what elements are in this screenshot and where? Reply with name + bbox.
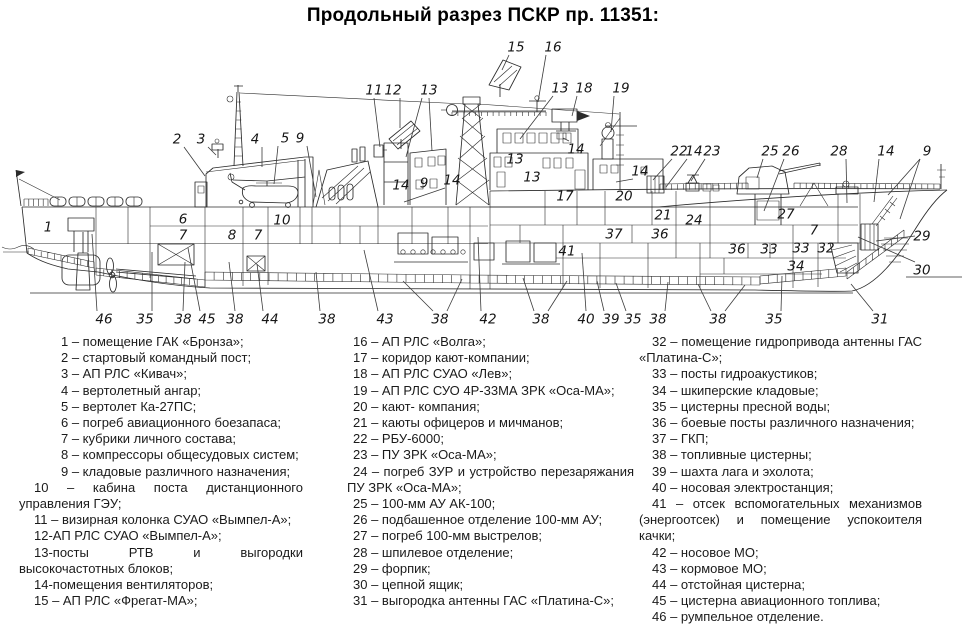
ship-diagram [0, 40, 966, 332]
callout-11: 11 [365, 82, 383, 99]
legend-item: 6 – погреб авиационного боезапаса; [61, 415, 281, 431]
ship-drawing [0, 40, 966, 332]
callout-leader [691, 159, 705, 181]
callout-leader [858, 237, 915, 262]
legend-column-1 [19, 334, 303, 609]
callout-38: 38 [431, 311, 449, 328]
legend-column-2 [347, 334, 634, 609]
callout-leader [274, 146, 278, 184]
callout-22: 22 [670, 143, 688, 160]
callout-13: 13 [551, 80, 569, 97]
callout-1: 1 [43, 219, 53, 236]
callout-36: 36 [728, 241, 746, 258]
callout-leader [523, 278, 534, 311]
callout-41: 41 [558, 243, 576, 260]
callout-leader [183, 262, 185, 311]
legend-item: 15 – АП РЛС «Фрегат-МА»; [34, 593, 198, 609]
legend-item: 26 – подбашенное отделение 100-мм АУ; [353, 512, 603, 528]
callout-3: 3 [196, 131, 206, 148]
callout-38: 38 [649, 311, 667, 328]
deck-railings [24, 112, 940, 206]
legend-item: 28 – шпилевое отделение; [353, 544, 514, 560]
callout-leader [888, 159, 920, 195]
callout-28: 28 [830, 143, 848, 160]
callout-leader [316, 272, 320, 311]
callout-39: 39 [602, 311, 620, 328]
callout-leader [538, 55, 546, 102]
callout-leader [781, 276, 782, 311]
legend-item: 22 – РБУ-6000; [353, 431, 444, 447]
legend-item: 2 – стартовый командный пост; [61, 350, 252, 366]
callout-24: 24 [685, 212, 703, 229]
callout-leader [374, 98, 380, 147]
vympel-director-tower [374, 121, 446, 205]
callout-19: 19 [612, 80, 630, 97]
legend-item: 24 – погреб ЗУР и устройство перезаряжания ПУ ЗРК «Оса-МА»; [347, 463, 634, 495]
callout-44: 44 [261, 311, 279, 328]
callout-leader [698, 284, 711, 311]
callout-33: 33 [760, 241, 778, 258]
callout-leader [478, 237, 481, 311]
page-title: Продольный разрез ПСКР пр. 11351: [306, 5, 660, 26]
callout-6: 6 [178, 211, 188, 228]
callout-8: 8 [227, 227, 237, 244]
callout-leader [665, 282, 668, 311]
legend-item: 31 – выгородка антенны ГАС «Платина-С»; [353, 593, 615, 609]
callout-leader [406, 98, 422, 157]
ship-artwork [2, 60, 962, 293]
legend-column-3 [639, 334, 922, 626]
legend-item: 33 – посты гидроакустиков; [652, 366, 818, 382]
callout-14: 14 [685, 143, 703, 160]
callout-9: 9 [419, 175, 429, 192]
callout-35: 35 [765, 311, 783, 328]
callout-20: 20 [615, 188, 633, 205]
callout-45: 45 [198, 311, 216, 328]
legend-item: 8 – компрессоры общесудовых систем; [61, 447, 299, 463]
callout-38: 38 [532, 311, 550, 328]
callout-leader [307, 146, 316, 197]
legend-item: 14-помещения вентиляторов; [34, 577, 214, 593]
callout-leader [851, 284, 873, 311]
legend-item: 46 – румпельное отделение. [652, 609, 824, 625]
machinery [394, 233, 560, 264]
callout-18: 18 [575, 80, 593, 97]
legend-item: 21 – каюты офицеров и мичманов; [353, 415, 564, 431]
callout-38: 38 [226, 311, 244, 328]
callout-14: 14 [567, 141, 585, 158]
callout-leader [502, 55, 509, 70]
callout-leader [653, 159, 672, 180]
callout-14: 14 [631, 163, 649, 180]
callout-27: 27 [777, 206, 795, 223]
callout-7: 7 [178, 227, 188, 244]
legend-item: 43 – кормовое МО; [652, 560, 767, 576]
callout-leader [229, 262, 235, 311]
callout-35: 35 [136, 311, 154, 328]
callout-leader [616, 283, 626, 311]
callout-14: 14 [443, 172, 461, 189]
callout-40: 40 [577, 311, 595, 328]
legend-item: 36 – боевые посты различного назначения; [652, 415, 915, 431]
legend-item: 44 – отстойная цистерна; [652, 577, 806, 593]
legend-item: 17 – коридор кают-компании; [353, 350, 530, 366]
callout-38: 38 [318, 311, 336, 328]
legend-item: 34 – шкиперские кладовые; [652, 382, 819, 398]
callout-leader [548, 281, 567, 311]
legend-item: 20 – кают- компания; [353, 398, 480, 414]
legend-item: 5 – вертолет Ка-27ПС; [61, 398, 197, 414]
callout-5: 5 [280, 130, 290, 147]
callout-36: 36 [651, 226, 669, 243]
callout-23: 23 [703, 143, 721, 160]
callout-9: 9 [922, 143, 932, 160]
legend-item: 41 – отсек вспомогательных механизмов (энергоотсек) и помещение успокоителя качки; [639, 496, 922, 544]
callout-leader [429, 98, 432, 151]
callout-leader [757, 159, 763, 178]
callout-leader [725, 285, 745, 311]
legend-item: 11 – визирная колонка СУАО «Вымпел-А»; [34, 512, 292, 528]
callout-leader [184, 147, 205, 176]
callout-25: 25 [761, 143, 779, 160]
callout-35: 35 [624, 311, 642, 328]
callout-leader [582, 253, 586, 311]
legend-item: 27 – погреб 100-мм выстрелов; [353, 528, 543, 544]
legend-item: 7 – кубрики личного состава; [61, 431, 237, 447]
aft-deckhouse-funnel [313, 147, 378, 207]
callout-15: 15 [507, 40, 525, 56]
legend-item: 38 – топливные цистерны; [652, 447, 812, 463]
callout-29: 29 [913, 228, 931, 245]
callout-leader [597, 281, 604, 311]
callout-38: 38 [709, 311, 727, 328]
callout-2: 2 [172, 131, 182, 148]
callout-leader [572, 96, 577, 116]
callout-17: 17 [556, 188, 574, 205]
callout-37: 37 [605, 226, 623, 243]
legend-item: 18 – АП РЛС СУАО «Лев»; [353, 366, 513, 382]
liferaft-containers [50, 197, 142, 206]
callout-33: 33 [792, 240, 810, 257]
legend [0, 334, 966, 631]
callout-42: 42 [479, 311, 497, 328]
callout-leader [846, 159, 847, 203]
callout-leader [364, 250, 378, 311]
legend-item: 29 – форпик; [353, 560, 431, 576]
callout-leader [520, 96, 553, 139]
callout-layer [44, 40, 932, 328]
legend-item: 32 – помещение гидропривода антенны ГАС «Платина-С»; [639, 334, 922, 366]
callout-21: 21 [654, 207, 672, 224]
legend-item: 13-посты РТВ и выгородки высокочастотных блоков; [19, 544, 303, 576]
legend-item: 9 – кладовые различного назначения; [61, 463, 291, 479]
callout-31: 31 [871, 311, 889, 328]
legend-item: 40 – носовая электростанция; [652, 479, 834, 495]
legend-item: 42 – носовое МО; [652, 544, 759, 560]
callout-7: 7 [253, 227, 263, 244]
legend-item: 19 – АП РЛС СУО 4Р-33МА ЗРК «Оса-МА»; [353, 382, 615, 398]
callout-leader [666, 159, 687, 187]
callout-7: 7 [809, 222, 819, 239]
legend-item: 30 – цепной ящик; [353, 577, 464, 593]
legend-item: 45 – цистерна авиационного топлива; [652, 593, 881, 609]
bow-gear [800, 164, 946, 273]
callout-34: 34 [787, 258, 805, 275]
callout-9: 9 [295, 130, 305, 147]
legend-item: 12-АП РЛС СУАО «Вымпел-А»; [34, 528, 222, 544]
legend-item: 37 – ГКП; [652, 431, 709, 447]
callout-leader [447, 279, 462, 311]
legend-item: 23 – ПУ ЗРК «Оса-МА»; [353, 447, 497, 463]
legend-item: 35 – цистерны пресной воды; [652, 398, 831, 414]
callout-46: 46 [95, 311, 113, 328]
callout-13: 13 [420, 82, 438, 99]
callout-14: 14 [392, 177, 410, 194]
legend-item: 39 – шахта лага и эхолота; [652, 463, 814, 479]
callout-12: 12 [384, 82, 402, 99]
callout-16: 16 [544, 40, 562, 56]
helicopter [228, 173, 305, 207]
callout-13: 13 [506, 151, 524, 168]
callout-32: 32 [817, 240, 835, 257]
legend-item: 1 – помещение ГАК «Бронза»; [61, 334, 244, 349]
legend-item: 4 – вертолетный ангар; [61, 382, 202, 398]
frame-bands [28, 227, 904, 287]
legend-item: 3 – АП РЛС «Кивач»; [61, 366, 188, 382]
callout-13: 13 [523, 169, 541, 186]
callout-14: 14 [877, 143, 895, 160]
callout-10: 10 [273, 212, 291, 229]
legend-item: 16 – АП РЛС «Волга»; [353, 334, 486, 349]
callout-leader [874, 159, 879, 202]
legend-item: 25 – 100-мм АУ АК-100; [353, 496, 496, 512]
callout-4: 4 [250, 131, 260, 148]
callout-26: 26 [782, 143, 800, 160]
callout-leader [403, 281, 433, 311]
callout-30: 30 [913, 262, 931, 279]
callout-43: 43 [376, 311, 394, 328]
legend-item: 10 – кабина поста дистанционного управления ГЭУ; [19, 479, 303, 512]
callout-38: 38 [174, 311, 192, 328]
